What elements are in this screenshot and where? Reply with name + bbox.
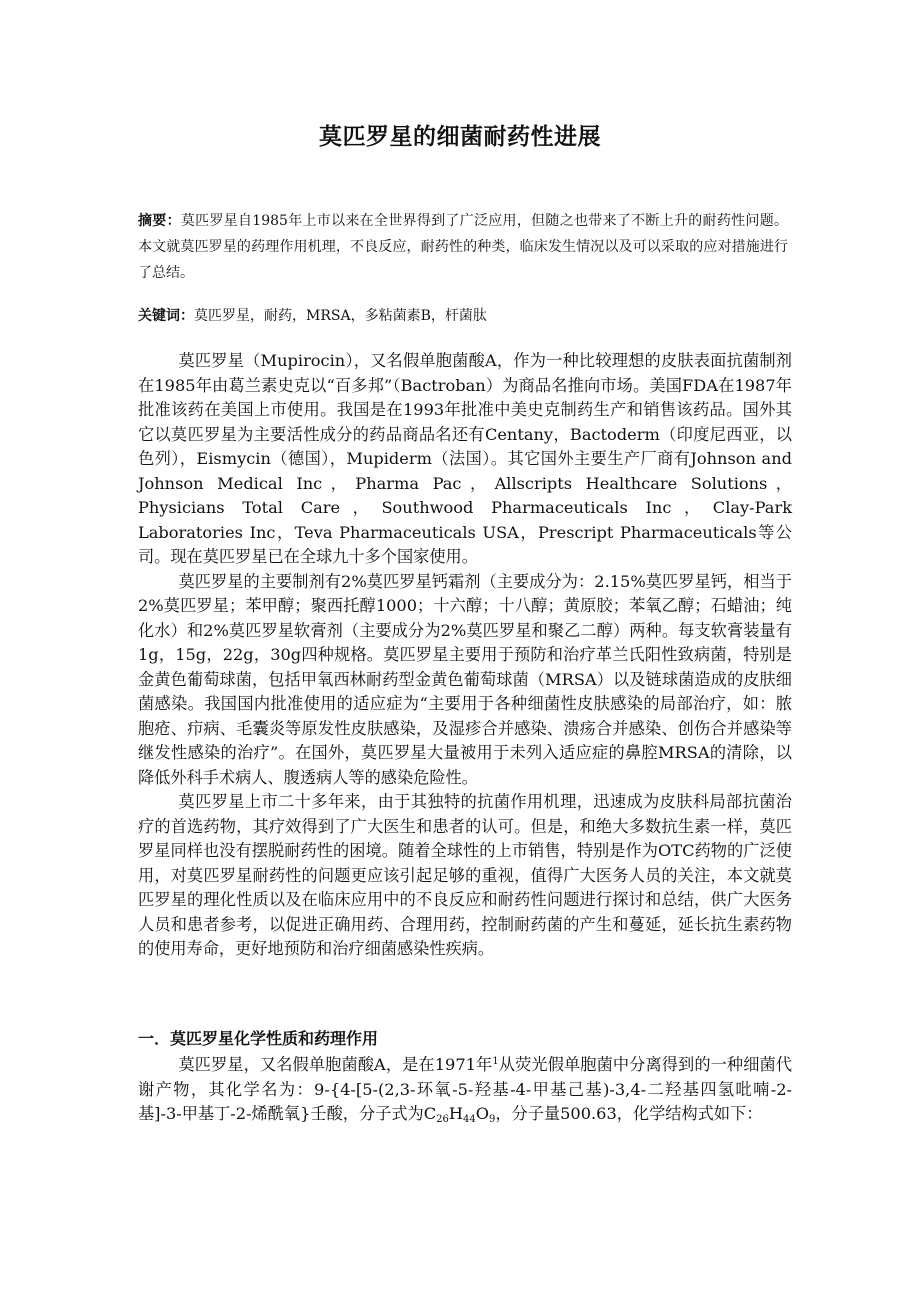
paragraph-section-1 [138,1050,792,1133]
formula-subscript: 26 [436,1114,449,1125]
text-run: ，分子量500.63，化学结构式如下： [495,1104,763,1123]
document-title: 莫匹罗星的细菌耐药性进展 [319,124,601,150]
molecular-formula [424,1104,496,1123]
abstract [138,208,788,286]
keywords-label: 关键词： [138,308,194,324]
keywords-text: 莫匹罗星，耐药，MRSA，多粘菌素B，杆菌肽 [194,308,487,324]
text-run: 莫匹罗星，又名假单胞菌酸A，是在1971年 [178,1055,493,1074]
introduction [138,349,792,962]
citation-ref: 1 [492,1056,499,1067]
formula-subscript: 9 [488,1114,496,1125]
formula-element: O [475,1104,489,1123]
section-heading: 一．莫匹罗星化学性质和药理作用 [138,1029,379,1048]
keywords [138,303,788,329]
paragraph-intro-1: 莫匹罗星（Mupirocin），又名假单胞菌酸A，作为一种比较理想的皮肤表面抗菌制剂在1985年由葛兰素史克以“百多邦”（Bactroban）为商品名推向市场。美国FDA在1987年批准该药在美国上市使用。我国是在1993年批准中美史克制药生产和销售该药品。国外其它以莫匹罗星为主要活性成分的药品商品名还有Centany，Bactoderm（印度尼西亚，以色列），Eismycin（德国），Mupiderm（法国）。其它国外主要生产厂商有Johnson and Johnson Medical Inc，Pharma Pac，Allscripts Healthcare Solutions，Physicians Total Care，Southwood Pharmaceuticals Inc，Clay-Park Laboratories Inc，Teva Pharmaceuticals USA，Prescript Pharmaceuticals等公司。现在莫匹罗星已在全球九十多个国家使用。 [138,351,792,566]
formula-element: C [423,1104,437,1123]
formula-subscript: 44 [462,1114,476,1125]
section-1-body [138,1050,792,1133]
text-run: 从荧光假单胞菌中分离得到的一种细菌代谢产物，其化学名为：9-{4-[5-(2,3-环氧-5-羟基-4-甲基己基)-3,4-二羟基四氢吡喃-2-基]-3-甲基丁-2-烯酰氧}壬酸，分子式为 [138,1055,793,1123]
paragraph-intro-3: 莫匹罗星上市二十多年来，由于其独特的抗菌作用机理，迅速成为皮肤科局部抗菌治疗的首选药物，其疗效得到了广大医生和患者的认可。但是，和绝大多数抗生素一样，莫匹罗星同样也没有摆脱耐药性的困境。随着全球性的上市销售，特别是作为OTC药物的广泛使用，对莫匹罗星耐药性的问题更应该引起足够的重视，值得广大医务人员的关注，本文就莫匹罗星的理化性质以及在临床应用中的不良反应和耐药性问题进行探讨和总结，供广大医务人员和患者参考，以促进正确用药、合理用药，控制耐药菌的产生和蔓延，延长抗生素药物的使用寿命，更好地预防和治疗细菌感染性疾病。 [138,792,792,958]
abstract-text: 莫匹罗星自1985年上市以来在全世界得到了广泛应用，但随之也带来了不断上升的耐药性问题。本文就莫匹罗星的药理作用机理，不良反应，耐药性的种类，临床发生情况以及可以采取的应对措施进行了总结。 [138,213,788,281]
paragraph-intro-2: 莫匹罗星的主要制剂有2%莫匹罗星钙霜剂（主要成分为：2.15%莫匹罗星钙，相当于2%莫匹罗星；苯甲醇；聚西托醇1000；十六醇；十八醇；黄原胶；苯氧乙醇；石蜡油；纯化水）和2%莫匹罗星软膏剂（主要成分为2%莫匹罗星和聚乙二醇）两种。每支软膏装量有1g，15g，22g，30g四种规格。莫匹罗星主要用于预防和治疗革兰氏阳性致病菌，特别是金黄色葡萄球菌，包括甲氧西林耐药型金黄色葡萄球菌（MRSA）以及链球菌造成的皮肤细菌感染。我国国内批准使用的适应症为“主要用于各种细菌性皮肤感染的局部治疗，如：脓胞疮、疖病、毛囊炎等原发性皮肤感染，及湿疹合并感染、溃疡合并感染、创伤合并感染等继发性感染的治疗”。在国外，莫匹罗星大量被用于未列入适应症的鼻腔MRSA的清除，以降低外科手术病人、腹透病人等的感染危险性。 [138,571,792,787]
abstract-label: 摘要： [138,213,181,229]
formula-element: H [448,1104,463,1123]
